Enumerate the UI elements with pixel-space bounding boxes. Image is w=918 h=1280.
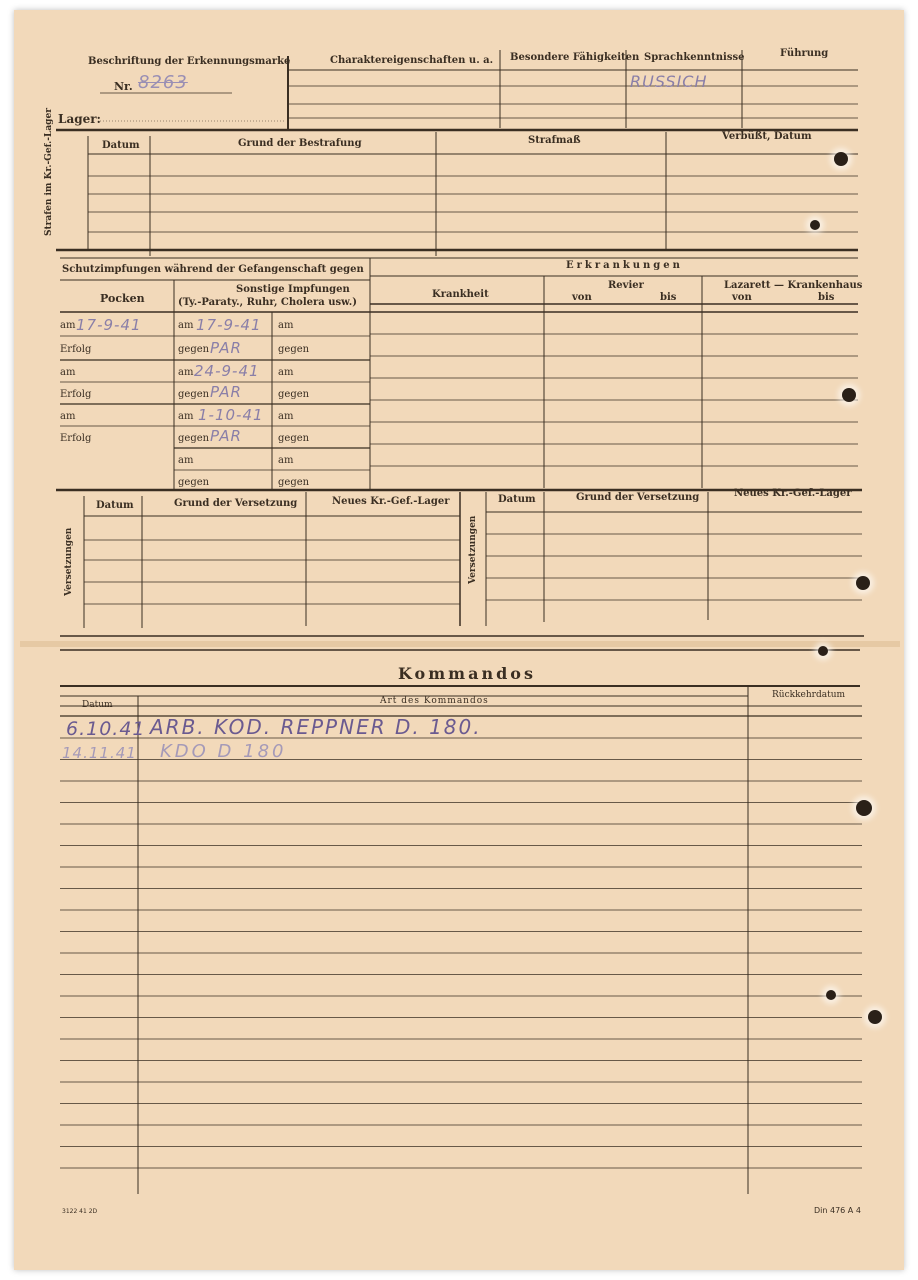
- kommando-2-datum: 14.11.41: [62, 744, 137, 762]
- col3-gegen-1: gegen: [278, 344, 310, 355]
- lager-label: Lager:: [58, 112, 101, 126]
- col3-am-4: am: [278, 455, 294, 466]
- revier-header: Revier: [608, 280, 644, 291]
- col3-gegen-3: gegen: [278, 433, 310, 444]
- lazarett-header: Lazarett — Krankenhaus: [724, 280, 863, 291]
- sonstige-header-1: Sonstige Impfungen: [236, 284, 350, 295]
- strafen-side-label: Strafen im Kr.-Gef.-Lager: [44, 108, 54, 236]
- erkrankungen-title: Erkrankungen: [566, 260, 683, 271]
- vers-neues-left: Neues Kr.-Gef.-Lager: [332, 496, 450, 507]
- pocken-erfolg-1: Erfolg: [60, 344, 92, 355]
- charakter-header: Charaktereigenschaften u. a.: [330, 55, 494, 66]
- burn-hole: [810, 220, 820, 230]
- rueckkehr-header: Rückkehrdatum: [772, 690, 846, 700]
- pocken-am-2: am: [60, 367, 76, 378]
- sprachen-header: Sprachkenntnisse: [644, 52, 745, 63]
- sprachen-value: RUSSICH: [630, 72, 708, 91]
- burn-hole: [856, 576, 870, 590]
- burn-hole: [826, 990, 836, 1000]
- print-code: 3122 41 2D: [62, 1208, 98, 1215]
- sonst-date-1: 17-9-41: [196, 316, 262, 334]
- sonst-gegen-1: gegen: [178, 344, 210, 355]
- sonst-am-4: am: [178, 455, 194, 466]
- burn-hole: [842, 388, 856, 402]
- revier-bis: bis: [660, 292, 677, 303]
- burn-hole: [818, 646, 828, 656]
- sonst-gegen-2: gegen: [178, 389, 210, 400]
- sonst-gegen-3: gegen: [178, 433, 210, 444]
- sonst-am-1: am: [178, 320, 194, 331]
- impf-title: Schutzimpfungen während der Gefangenschaft gegen: [62, 264, 364, 275]
- pocken-am-3: am: [60, 411, 76, 422]
- vers-datum-right: Datum: [498, 494, 536, 505]
- sonstige-header-2: (Ty.-Paraty., Ruhr, Cholera usw.): [178, 297, 357, 308]
- versetzungen-side-right: Versetzungen: [468, 515, 478, 584]
- col3-gegen-4: gegen: [278, 477, 310, 488]
- col3-am-1: am: [278, 320, 294, 331]
- strafen-datum-header: Datum: [102, 140, 140, 151]
- sonst-gegen-value-3: PAR: [210, 427, 242, 445]
- kommandos-datum-header: Datum: [82, 700, 113, 710]
- sonst-am-2: am: [178, 367, 194, 378]
- col3-am-3: am: [278, 411, 294, 422]
- lazarett-von: von: [732, 292, 752, 303]
- col3-am-2: am: [278, 367, 294, 378]
- lazarett-bis: bis: [818, 292, 835, 303]
- burn-hole: [868, 1010, 882, 1024]
- kommando-2-art: KDO D 180: [160, 741, 287, 762]
- nr-value: 8263: [138, 72, 188, 93]
- vers-neues-right: Neues Kr.-Gef.-Lager: [734, 488, 852, 499]
- nr-label: Nr.: [114, 80, 133, 93]
- din-format: Din 476 A 4: [814, 1206, 861, 1215]
- krankheit-header: Krankheit: [432, 289, 489, 300]
- burn-hole: [856, 800, 872, 816]
- revier-von: von: [572, 292, 592, 303]
- col3-gegen-2: gegen: [278, 389, 310, 400]
- sonst-am-3: am: [178, 411, 194, 422]
- strafen-grund-header: Grund der Bestrafung: [238, 138, 362, 149]
- sonst-date-2: 24-9-41: [194, 362, 260, 380]
- vers-datum-left: Datum: [96, 500, 134, 511]
- pocken-header: Pocken: [100, 292, 145, 305]
- kommando-1-art: ARB. KOD. REPPNER D. 180.: [150, 715, 482, 739]
- beschriftung-label: Beschriftung der Erkennungsmarke: [88, 56, 291, 67]
- strafmass-header: Strafmaß: [528, 135, 581, 146]
- versetzungen-side-left: Versetzungen: [64, 527, 74, 596]
- kommandos-title: Kommandos: [398, 664, 536, 683]
- kommando-1-datum: 6.10.41: [66, 718, 146, 740]
- faehigkeiten-header: Besondere Fähigkeiten: [510, 52, 640, 63]
- verbuesst-header: Verbüßt, Datum: [722, 131, 812, 142]
- vers-grund-left: Grund der Versetzung: [174, 498, 298, 509]
- sonst-gegen-value-2: PAR: [210, 383, 242, 401]
- kommandos-art-header: Art des Kommandos: [380, 696, 489, 706]
- pocken-date: 17-9-41: [76, 316, 142, 334]
- burn-hole: [834, 152, 848, 166]
- sonst-gegen-4: gegen: [178, 477, 210, 488]
- fuehrung-header: Führung: [780, 48, 829, 59]
- pocken-am-1: am: [60, 320, 76, 331]
- pocken-erfolg-2: Erfolg: [60, 389, 92, 400]
- sonst-date-3: 1-10-41: [198, 406, 264, 424]
- pocken-erfolg-3: Erfolg: [60, 433, 92, 444]
- vers-grund-right: Grund der Versetzung: [576, 492, 700, 503]
- sonst-gegen-value-1: PAR: [210, 339, 242, 357]
